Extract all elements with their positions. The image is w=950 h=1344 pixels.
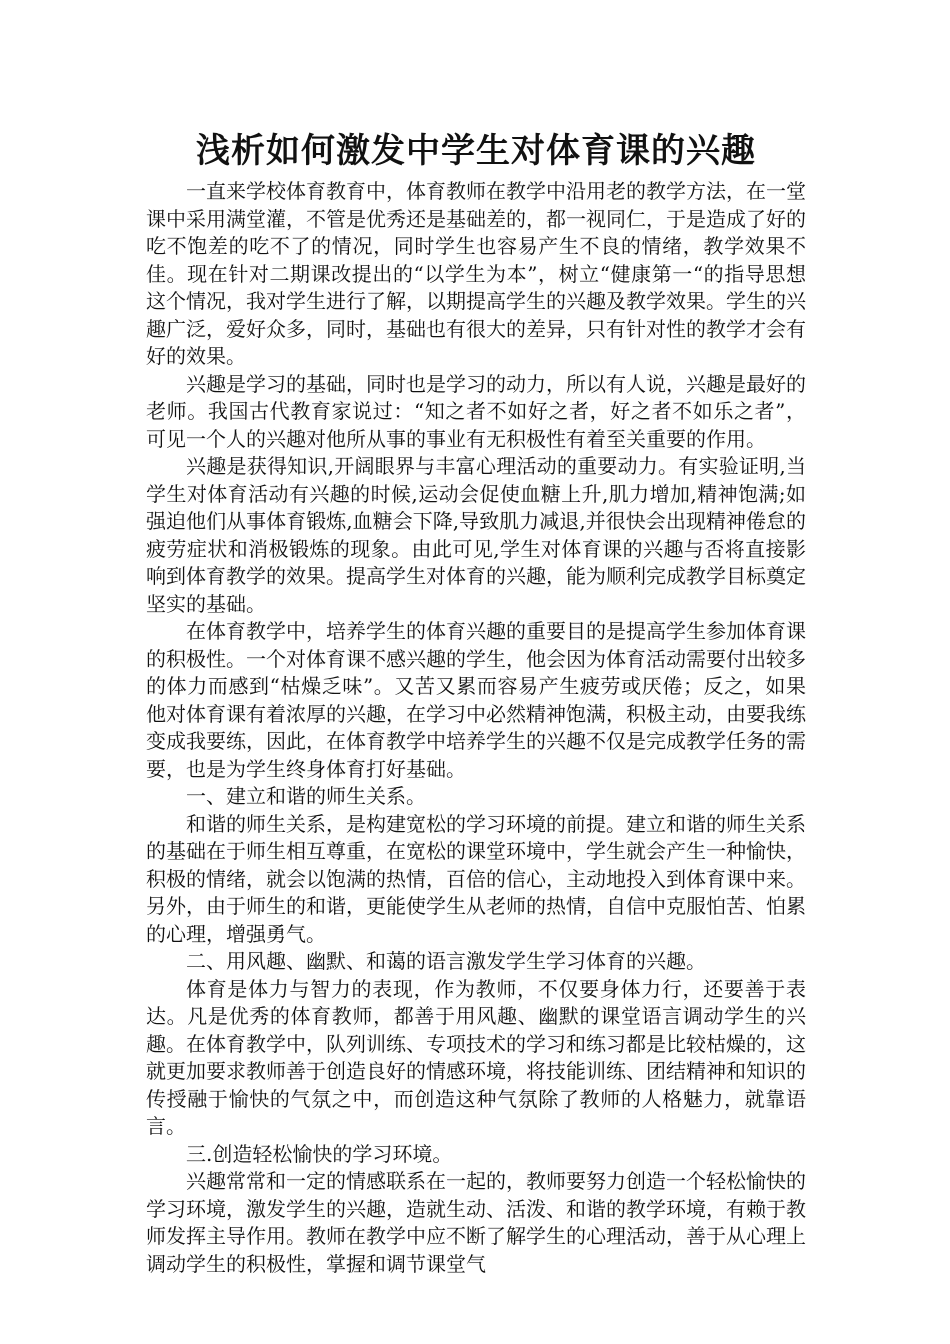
- paragraph-interest-motivation: 兴趣是获得知识,开阔眼界与丰富心理活动的重要动力。有实验证明,当学生对体育活动有兴趣的时候,运动会促使血糖上升,肌力增加,精神饱满;如强迫他们从事体育锻炼,血糖会下降,导致肌力减退,并很快会出现精神倦怠的疲劳症状和消极锻炼的现象。由此可见,学生对体育课的兴趣与否将直接影响到体育教学的效果。提高学生对体育的兴趣，能为顺利完成教学目标奠定坚实的基础。: [146, 454, 806, 616]
- section-heading-3: 三.创造轻松愉快的学习环境。: [186, 1141, 453, 1166]
- paragraph-interest-basis: 兴趣是学习的基础，同时也是学习的动力，所以有人说，兴趣是最好的老师。我国古代教育家说过：“知之者不如好之者，好之者不如乐之者”，可见一个人的兴趣对他所从事的事业有无积极性有着至关重要的作用。: [146, 371, 806, 451]
- section-body-3: 兴趣常常和一定的情感联系在一起的，教师要努力创造一个轻松愉快的学习环境，激发学生的兴趣，造就生动、活泼、和谐的教学环境，有赖于教师发挥主导作用。教师在教学中应不断了解学生的心理活动，善于从心理上调动学生的积极性，掌握和调节课堂气: [146, 1169, 806, 1276]
- paragraph-intro: 一直来学校体育教育中，体育教师在教学中沿用老的教学方法，在一堂课中采用满堂灌，不管是优秀还是基础差的，都一视同仁，于是造成了好的吃不饱差的吃不了的情况，同时学生也容易产生不良的情绪，教学效果不佳。现在针对二期课改提出的“以学生为本”，树立“健康第一“的指导思想这个情况，我对学生进行了解，以期提高学生的兴趣及教学效果。学生的兴趣广泛，爱好众多，同时，基础也有很大的差异，只有针对性的教学才会有好的效果。: [146, 179, 806, 368]
- section-heading-2: 二、用风趣、幽默、和蔼的语言激发学生学习体育的兴趣。: [186, 949, 706, 973]
- document-title: 浅析如何激发中学生对体育课的兴趣: [196, 131, 756, 171]
- section-body-1: 和谐的师生关系，是构建宽松的学习环境的前提。建立和谐的师生关系的基础在于师生相互尊重，在宽松的课堂环境中，学生就会产生一种愉快，积极的情绪，就会以饱满的热情，百倍的信心，主动地投入到体育课中来。另外，由于师生的和谐，更能使学生从老师的热情，自信中克服怕苦、怕累的心理，增强勇气。: [146, 811, 806, 946]
- section-heading-1: 一、建立和谐的师生关系。: [186, 784, 426, 808]
- document-page: [146, 128, 806, 1278]
- section-body-2: 体育是体力与智力的表现，作为教师，不仅要身体力行，还要善于表达。凡是优秀的体育教师，都善于用风趣、幽默的课堂语言调动学生的兴趣。在体育教学中，队列训练、专项技术的学习和练习都是比较枯燥的，这就更加要求教师善于创造良好的情感环境，将技能训练、团结精神和知识的传授融于愉快的气氛之中，而创造这种气氛除了教师的人格魅力，就靠语言。: [146, 976, 806, 1138]
- paragraph-teaching-purpose: 在体育教学中，培养学生的体育兴趣的重要目的是提高学生参加体育课的积极性。一个对体育课不感兴趣的学生，他会因为体育活动需要付出较多的体力而感到“枯燥乏味”。又苦又累而容易产生疲劳或厌倦；反之，如果他对体育课有着浓厚的兴趣，在学习中必然精神饱满，积极主动，由要我练变成我要练，因此，在体育教学中培养学生的兴趣不仅是完成教学任务的需要，也是为学生终身体育打好基础。: [146, 619, 806, 781]
